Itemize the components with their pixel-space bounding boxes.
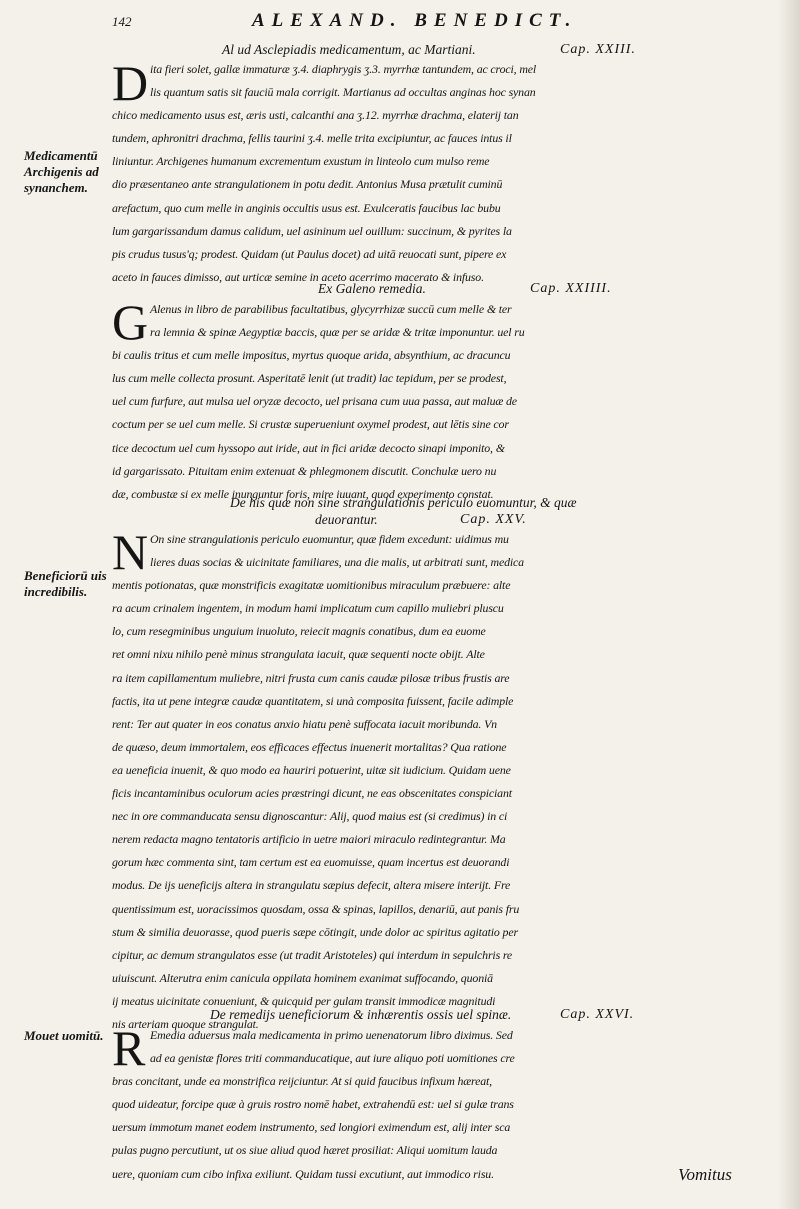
text-line: ita fieri solet, gallæ immaturæ ʒ.4. diaphrygis ʒ.3. myrrhæ tantundem, ac croci, mel <box>150 62 537 76</box>
drop-initial: R <box>112 1020 146 1076</box>
text-line: cipitur, ac demum strangulatos esse (ut tradit Aristoteles) qui interdum in sepulchris re <box>112 947 513 962</box>
text-line: Alenus in libro de parabilibus facultatibus, glycyrrhizæ succū cum melle & ter <box>150 302 512 316</box>
text-line: arefactum, quo cum melle in anginis occultis usus est. Exulceratis faucibus lac bubu <box>112 200 501 215</box>
section-title: De remedijs ueneficiorum & inhærentis ossis uel spinæ. <box>210 1007 512 1022</box>
section-title: De his quæ non sine strangulationis periculo euomuntur, & quæ <box>230 495 577 510</box>
text-line: ret omni nixu nihilo penè minus strangulata iacuit, quæ sequenti nocte obijt. Alte <box>112 647 485 662</box>
margin-note: Mouet uomitū. <box>24 1028 104 1043</box>
text-line: nerem redacta magno tentatoris artificio in uetre maiori miraculo redintegrantur. Ma <box>112 832 506 847</box>
text-line: Emedia aduersus mala medicamenta in primo uenenatorum libro diximus. Sed <box>150 1028 513 1042</box>
text-line: chico medicamento usus est, æris usti, calcanthi ana ʒ.12. myrrhæ drachma, elaterij tan <box>112 108 519 123</box>
text-line: lus cum melle collecta prosunt. Asperitatē lenit (ut tradit) lac tepidum, per se prodest, <box>112 371 507 386</box>
catchword: Vomitus <box>678 1165 732 1184</box>
section-title-continued: deuorantur. <box>315 512 378 527</box>
text-line: mentis potionatas, quæ monstrificis exagitatæ uomitionibus miraculum præbuere: alte <box>112 578 511 593</box>
text-line: id gargarissato. Pituitam enim extenuat & phlegmonem discutit. Conchulæ uero nu <box>112 463 497 478</box>
text-line: nec in ore commanducata sensu dignoscantur: Alij, quod maius est (si credimus) in ci <box>112 809 508 824</box>
text-line: coctum per se uel cum melle. Si crustæ superueniunt oxymel prodest, aut lētis sine cor <box>112 417 509 432</box>
text-line: lieres duas socias & uicinitate familiares, una die malis, ut arbitrati sunt, medica <box>150 555 524 570</box>
text-line: tundem, aphronitri drachma, fellis taurini ʒ.4. melle trita excipiuntur, ac fauces intus il <box>112 131 512 146</box>
text-line: ra item capillamentum muliebre, nitri frusta cum canis caudæ pilosæ tribus frustis are <box>112 670 510 685</box>
text-line: On sine strangulationis periculo euomuntur, quæ fidem excedunt: uidimus mu <box>150 532 509 546</box>
text-line: stum & similia deuorasse, quod pueris sæpe cōtingit, unde dolor ac spiritus agitatio per <box>112 924 518 939</box>
text-line: uere, quoniam cum cibo infixa exiliunt. Quidam tussi excutiunt, aut immodico risu. <box>112 1166 494 1181</box>
page-edge-shadow <box>778 0 800 1209</box>
page-header <box>112 10 792 36</box>
text-line: uel cum furfure, aut mulsa uel oryzæ decocto, uel prisana cum uua passa, aut maluæ de <box>112 394 517 409</box>
text-line: bras concitant, unde ea monstrifica reijciuntur. At si quid faucibus infixum hæreat, <box>112 1074 492 1089</box>
section-text <box>112 55 782 289</box>
text-line: factis, ita ut pene integræ caudæ quantitatem, si unà composita fuissent, facile adimple <box>112 693 514 708</box>
section-text <box>112 524 782 1036</box>
section-title: Ex Galeno remedia. <box>318 281 426 296</box>
running-head: ALEXAND. BENEDICT. <box>252 10 578 31</box>
chapter-number: Cap. XXV. <box>460 512 527 527</box>
text-line: rent: Ter aut quater in eos conatus anxio hiatu penè suffocata iacuit moribunda. Vn <box>112 716 497 731</box>
text-line: dæ, combustæ si ex melle inunguntur foris, mire iuuant, quod experimento constat. <box>112 486 494 501</box>
text-line: dio præsentaneo ante strangulationem in potu dedit. Antonius Musa prætulit cuminū <box>112 177 503 192</box>
text-line: uiuiscunt. Alterutra enim canicula oppilata hominem exanimat suffocando, quoniā <box>112 970 493 985</box>
text-line: quod uideatur, forcipe quæ à gruis rostro nomē habet, extrahendū est: uel si gulæ trans <box>112 1097 514 1112</box>
text-line: aceto in fauces dimisso, aut urticæ semine in aceto acerrimo macerato & infuso. <box>112 269 484 284</box>
text-line: pulas pugno percutiunt, ut os siue aliud quod hæret prosiliat: Aliqui uomitum lauda <box>112 1143 498 1158</box>
text-line: bi caulis tritus et cum melle impositus, myrtus quoque arida, absynthium, ac dracuncu <box>112 348 511 363</box>
text-line: ficis incantaminibus oculorum acies præstringi dicunt, ne eas obscenitates conspiciant <box>112 786 512 801</box>
text-line: quentissimum est, uoracissimos quosdam, ossa & spinas, lapillos, denariū, aut panis fru <box>112 901 520 916</box>
drop-initial: D <box>112 55 149 111</box>
text-line: gorum hæc commenta sint, tam certum est ea euomuisse, quam incertus est deuorandi <box>112 855 510 870</box>
text-line: modus. De ijs ueneficijs altera in strangulatu sæpius defecit, altera misere interijt. Fre <box>112 878 511 893</box>
text-line: lo, cum resegminibus unguium inuoluto, reiecit magnis conatibus, dum ea euome <box>112 624 486 639</box>
text-line: lis quantum satis sit fauciū mala corrigit. Martianus ad occultas anginas hoc synan <box>150 85 536 100</box>
text-line: ra acum crinalem ingentem, in modum hami implicatum cum capillo muliebri pluscu <box>112 601 504 616</box>
chapter-number: Cap. XXIII. <box>560 42 636 57</box>
text-line: nis arteriam quoque strangulat. <box>112 1016 259 1031</box>
drop-initial: N <box>112 524 149 580</box>
text-line: ad ea genistæ flores triti commanducatique, aut iure aliquo poti uomitiones cre <box>150 1051 515 1066</box>
text-line: pis crudus tusus'q; prodest. Quidam (ut Paulus docet) ad uitā reuocati sunt, pipere ex <box>112 246 507 261</box>
section-title: Al ud Asclepiadis medicamentum, ac Martiani. <box>222 42 476 57</box>
text-line: ea ueneficia inuenit, & quo modo ea hauriri potuerint, uitæ sit iudicium. Quidam uene <box>112 762 511 777</box>
page-number: 142 <box>112 14 132 29</box>
text-line: ij meatus uicinitate conueniunt, & quicquid per gulam transit immodicæ magnitudi <box>112 993 496 1008</box>
text-line: lum gargarissandum damus calidum, uel asininum uel ouillum: succinum, & pyrites la <box>112 223 512 238</box>
section-text <box>112 294 782 506</box>
text-line: tice decoctum uel cum hyssopo aut iride, aut in fici aridæ decocto sinapi imponito, & <box>112 440 505 455</box>
chapter-number: Cap. XXVI. <box>560 1007 635 1022</box>
text-line: ra lemnia & spinæ Aegyptiæ baccis, quæ per se aridæ & tritæ imponuntur. uel ru <box>150 325 525 340</box>
text-line: de quæso, deum immortalem, eos efficaces effectus inuenerit mortalitas? Qua ratione <box>112 739 507 754</box>
drop-initial: G <box>112 294 149 350</box>
text-line: uersum immotum manet eodem instrumento, sed longiori eximendum est, alij inter sca <box>112 1120 511 1135</box>
chapter-number: Cap. XXIIII. <box>530 281 612 296</box>
margin-note: Medicamentū Archigenis ad synanchem. <box>24 148 99 195</box>
text-line: liniuntur. Archigenes humanum excrementum exustum in linteolo cum mulso reme <box>112 154 490 169</box>
margin-note: Beneficiorū uis incredibilis. <box>24 568 107 599</box>
